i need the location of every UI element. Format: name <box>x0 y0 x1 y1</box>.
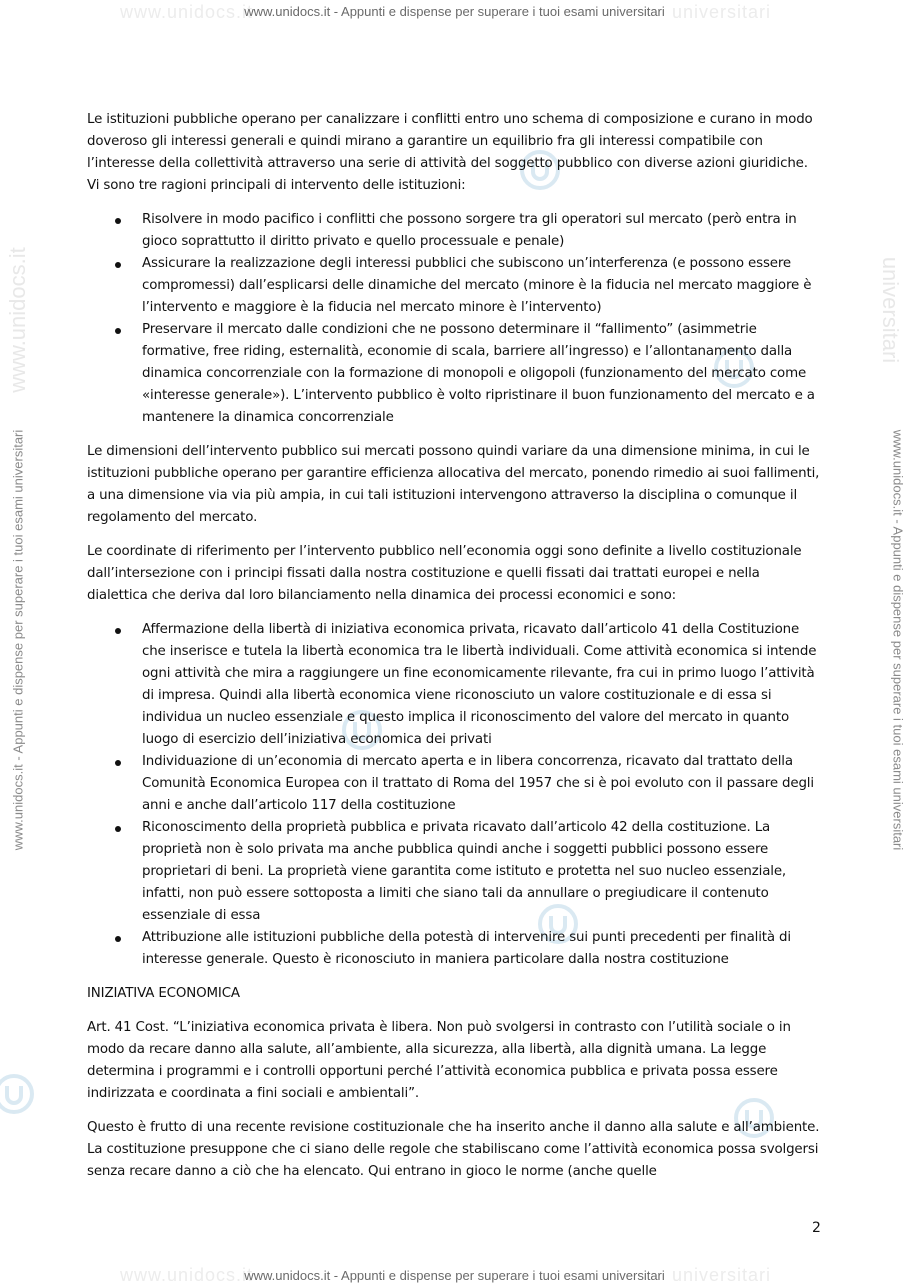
side-watermark-right: www.unidocs.it - Appunti e dispense per superare i tuoi esami universitari <box>890 429 906 851</box>
paragraph-intro: Le istituzioni pubbliche operano per canalizzare i conflitti entro uno schema di composizione e curano in modo doveroso gli interessi generali e quindi mirano a garantire un equilibrio fra gli interessi compatibile con l’interesse della collettività attraverso una serie di attività del soggetto pubblico con diverse azioni giuridiche. Vi sono tre ragioni principali di intervento delle istituzioni: <box>87 112 813 193</box>
list-item: Attribuzione alle istituzioni pubbliche della potestà di intervenire sui punti precedenti per finalità di interesse generale. Questo è riconosciuto in maniera particolare dalla nostra costituzione <box>87 927 823 971</box>
paragraph-revision: Questo è frutto di una recente revisione costituzionale che ha inserito anche il danno alla salute e all’ambiente. La costituzione presuppone che ci siano delle regole che stabiliscano come l’attività economica possa svolgersi senza recare danno a ciò che ha elencato. Qui entrano in gioco le norme (anche quelle <box>87 1120 820 1179</box>
side-ghost-right: universitari <box>878 256 903 364</box>
paragraph-art41: Art. 41 Cost. “L’iniziativa economica privata è libera. Non può svolgersi in contrasto con l’utilità sociale o in modo da recare danno alla salute, all’ambiente, alla sicurezza, alla libertà, alla dignità umana. La legge determina i programmi e i controlli opportuni perché l’attività economica pubblica e privata possa essere indirizzata e coordinata a fini sociali e ambientali”. <box>87 1020 791 1101</box>
paragraph-coordinates: Le coordinate di riferimento per l’intervento pubblico nell’economia oggi sono definite a livello costituzionale dall’intersezione con i principi fissati dalla nostra costituzione e quelli fissati dai trattati europei e nella dialettica che deriva dal loro bilanciamento nella dinamica dei processi economici e sono: <box>87 544 802 603</box>
list-item: Assicurare la realizzazione degli interessi pubblici che subiscono un’interferenza (e possono essere compromessi) dall’esplicarsi delle dinamiche del mercato (minore è la fiducia nel mercato maggiore è l’intervento e maggiore è la fiducia nel mercato minore è l’intervento) <box>87 253 823 319</box>
list-item: Risolvere in modo pacifico i conflitti che possono sorgere tra gli operatori sul mercato (però entra in gioco soprattutto il diritto privato e quello processuale e penale) <box>87 209 823 253</box>
list-item: Affermazione della libertà di iniziativa economica privata, ricavato dall’articolo 41 della Costituzione che inserisce e tutela la libertà economica tra le libertà individuali. Come attività economica si intende ogni attività che mira a raggiungere un fine economicamente rilevante, fra cui in primo luogo l’attività di impresa. Quindi alla libertà economica viene riconosciuto un valore costituzionale e di essa si individua un nucleo essenziale e questo implica il riconoscimento del valore del mercato in quanto luogo di esercizio dell’iniziativa economica dei privati <box>87 619 823 751</box>
document-body <box>87 109 823 1195</box>
section-heading: INIZIATIVA ECONOMICA <box>87 986 240 1001</box>
list-item: Individuazione di un’economia di mercato aperta e in libera concorrenza, ricavato dal trattato della Comunità Economica Europea con il trattato di Roma del 1957 che si è poi evoluto con il passare degli anni e anche dall’articolo 117 della costituzione <box>87 751 823 817</box>
watermark-ghost-left: www.unidocs.it <box>120 2 254 22</box>
side-watermark-left: www.unidocs.it - Appunti e dispense per superare i tuoi esami universitari <box>10 429 26 851</box>
unidocs-logo-icon <box>0 1072 36 1116</box>
watermark-ghost-right: universitari <box>672 2 772 22</box>
watermark-ghost-left: www.unidocs.it <box>120 1265 254 1285</box>
paragraph-dimensions: Le dimensioni dell’intervento pubblico sui mercati possono quindi variare da una dimensione minima, in cui le istituzioni pubbliche operano per garantire efficienza allocativa del mercato, ponendo rimedio ai suoi fallimenti, a una dimensione via via più ampia, in cui tali istituzioni intervengono attraverso la disciplina o comunque il regolamento del mercato. <box>87 444 820 525</box>
reasons-list <box>87 209 823 429</box>
footer-watermark[interactable]: www.unidocs.it - Appunti e dispense per superare i tuoi esami universitari <box>244 1268 665 1283</box>
page-number: 2 <box>812 1220 821 1236</box>
side-ghost-left: www.unidocs.it <box>5 247 30 393</box>
watermark-ghost-right: universitari <box>672 1265 772 1285</box>
list-item: Riconoscimento della proprietà pubblica e privata ricavato dall’articolo 42 della costituzione. La proprietà non è solo privata ma anche pubblica quindi anche i soggetti pubblici possono essere proprietari di beni. La proprietà viene garantita come istituto e protetta nel suo nucleo essenziale, infatti, non può essere sottoposta a limiti che siano tali da annullare o pregiudicare il contenuto essenziale di essa <box>87 817 823 927</box>
list-item: Preservare il mercato dalle condizioni che ne possono determinare il “fallimento” (asimmetrie formative, free riding, esternalità, economie di scala, barriere all’ingresso) e l’allontanamento dalla dinamica concorrenziale con la formazione di monopoli e oligopoli (funzionamento del mercato come «interesse generale»). L’intervento pubblico è volto ripristinare il buon funzionamento del mercato e a mantenere la dinamica concorrenziale <box>87 319 823 429</box>
header-watermark[interactable]: www.unidocs.it - Appunti e dispense per superare i tuoi esami universitari <box>244 4 665 19</box>
coordinates-list <box>87 619 823 971</box>
